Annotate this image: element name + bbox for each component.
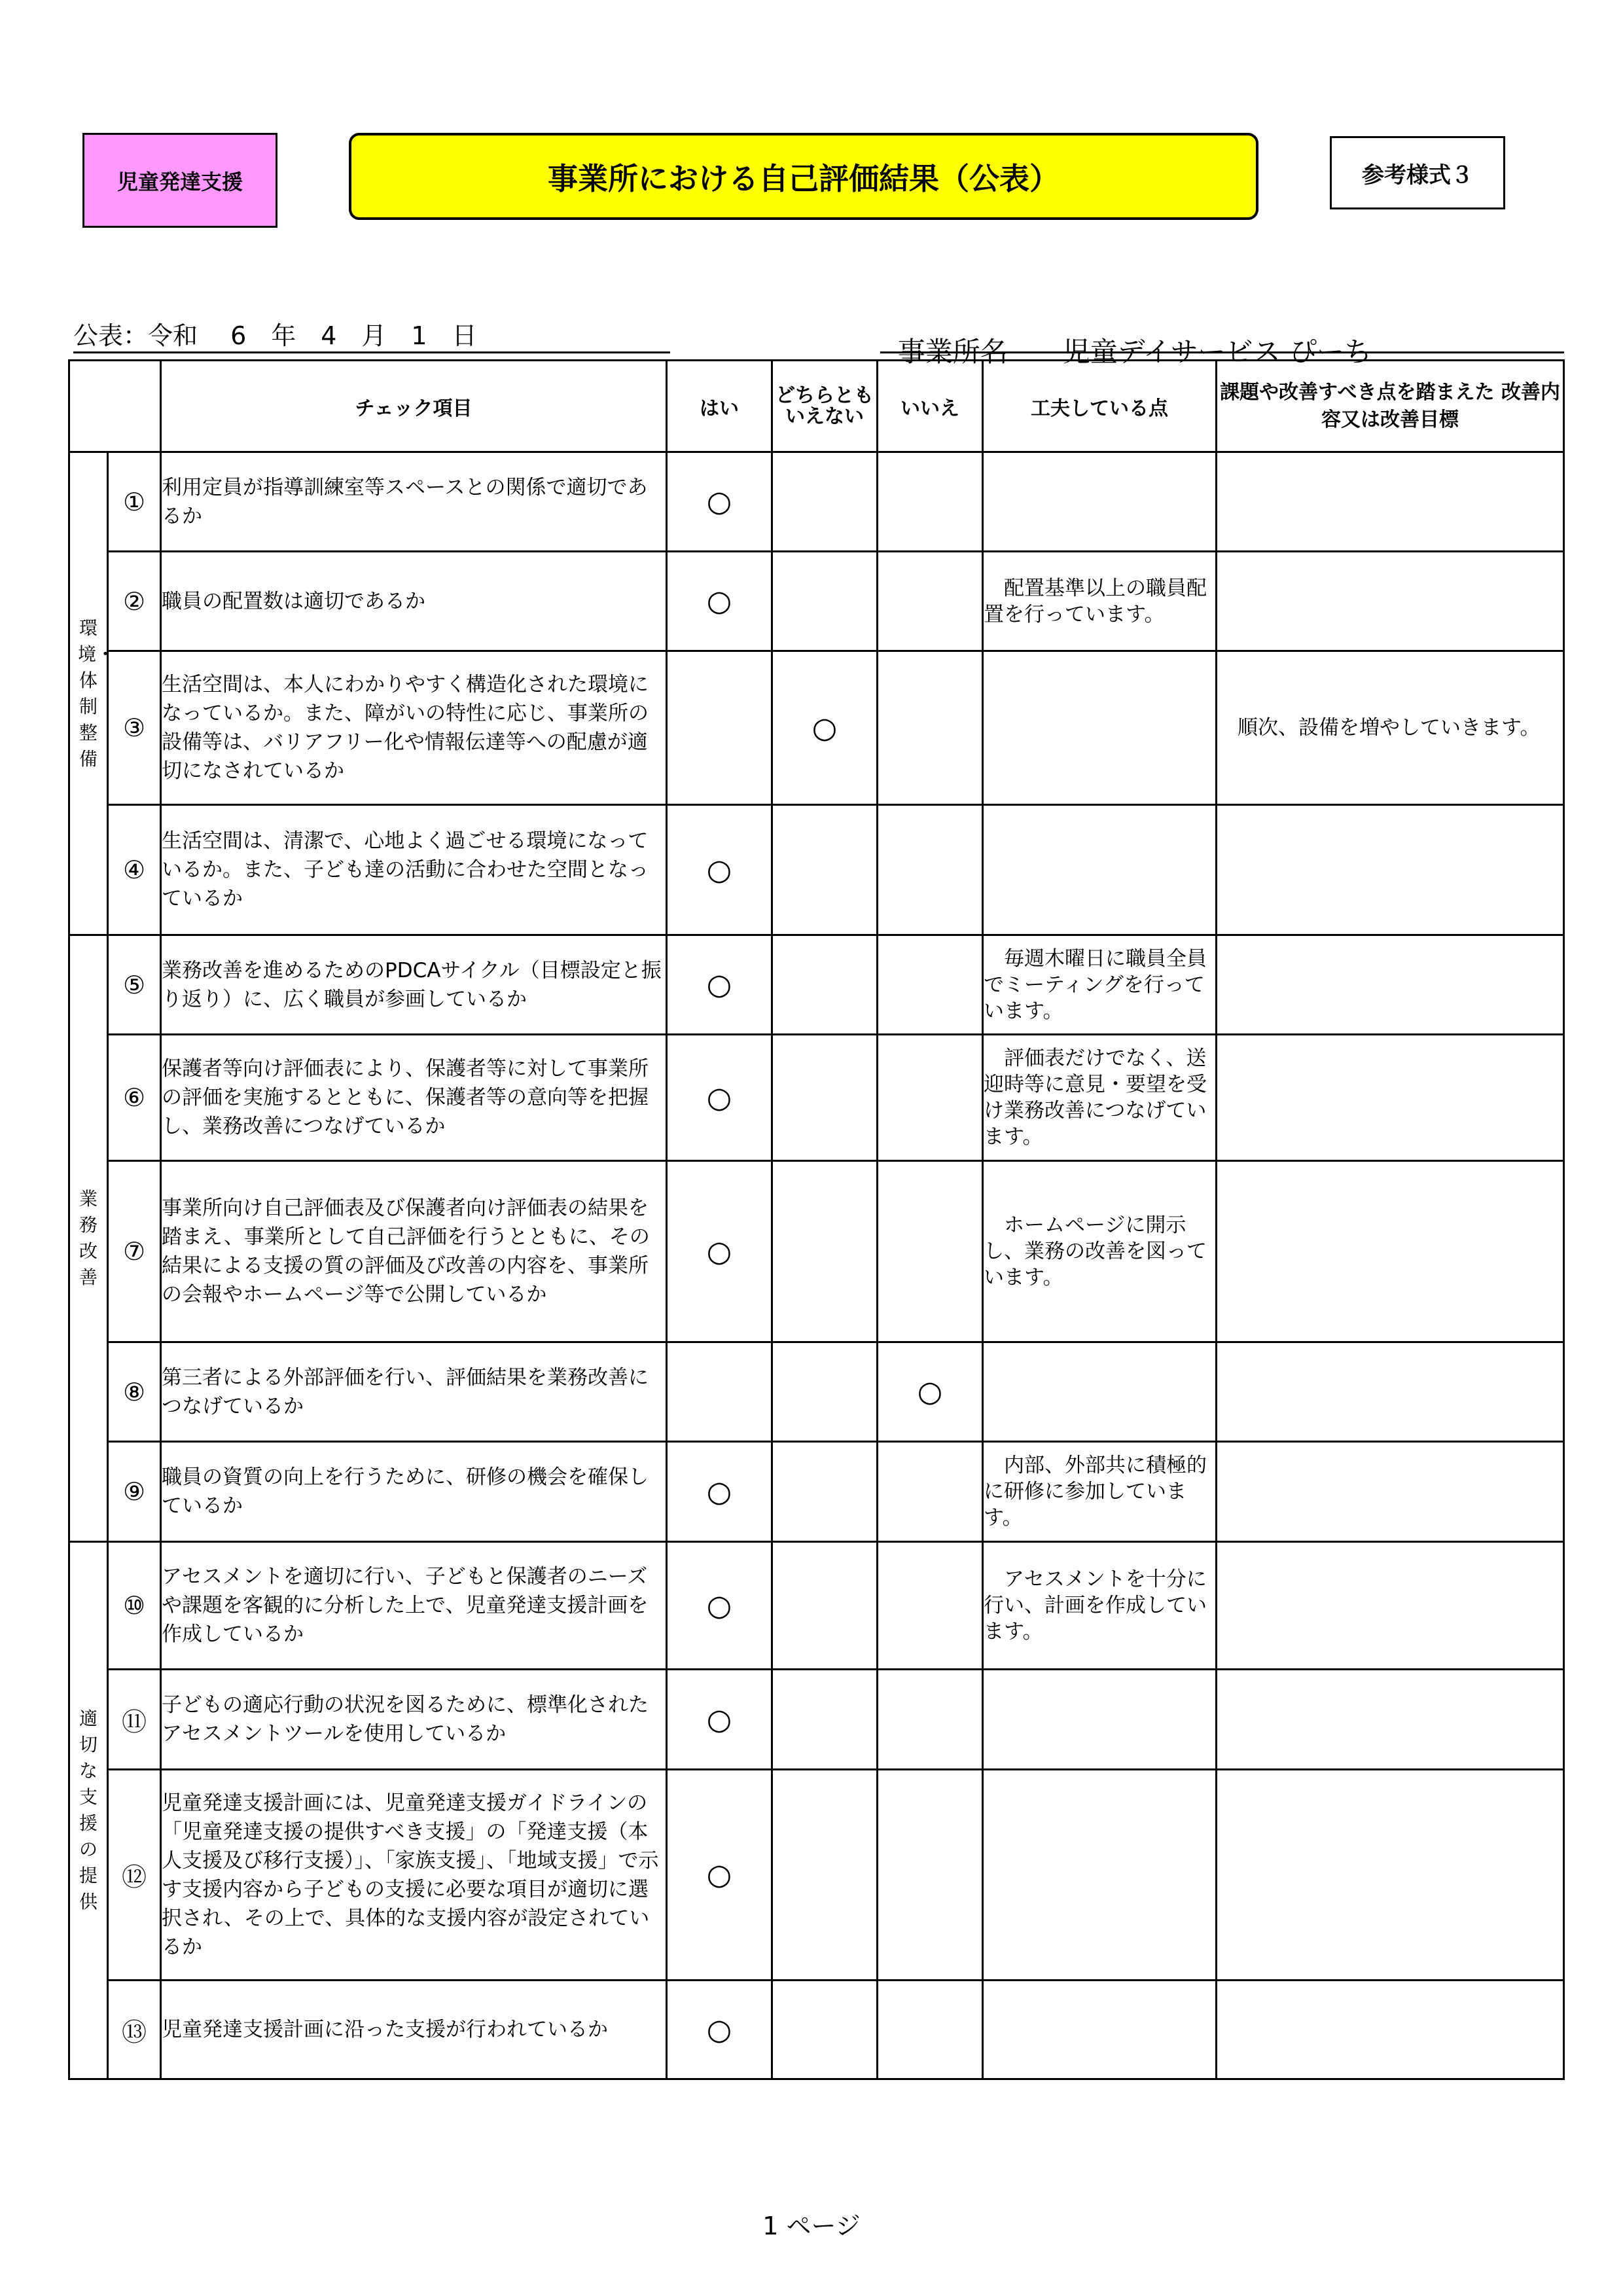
check-item: 児童発達支援計画には、児童発達支援ガイドラインの「児童発達支援の提供すべき支援」の「発達支援（本人支援及び移行支援）」、「家族支援」、「地域支援」で示す支援内容から子どもの支援に必要な項目が適切に選択され、その上で、具体的な支援内容が設定されているか — [161, 1770, 667, 1981]
answer-neither: ○ — [772, 651, 878, 805]
answer-yes: ○ — [667, 452, 772, 552]
answer-no — [878, 935, 983, 1035]
row-number: ④ — [108, 805, 161, 935]
table-row — [69, 1981, 1564, 2079]
form-reference: 参考様式３ — [1330, 136, 1505, 209]
header-blank — [69, 361, 161, 452]
answer-neither — [772, 1542, 878, 1670]
improvements-cell — [1217, 805, 1564, 935]
answer-yes — [667, 1342, 772, 1442]
answer-yes: ○ — [667, 1981, 772, 2079]
efforts-cell — [983, 805, 1217, 935]
efforts-cell — [983, 1670, 1217, 1770]
table-row — [69, 805, 1564, 935]
answer-neither — [772, 1770, 878, 1981]
answer-yes: ○ — [667, 805, 772, 935]
answer-no — [878, 805, 983, 935]
row-number: ⑥ — [108, 1035, 161, 1161]
efforts-cell: アセスメントを十分に行い、計画を作成しています。 — [983, 1542, 1217, 1670]
page-title: 事業所における自己評価結果（公表） — [349, 133, 1258, 220]
office-label: 事業所名 — [897, 336, 1008, 368]
check-item: 児童発達支援計画に沿った支援が行われているか — [161, 1981, 667, 2079]
answer-neither — [772, 1342, 878, 1442]
category-environment — [69, 452, 115, 935]
answer-yes: ○ — [667, 1542, 772, 1670]
efforts-cell: 評価表だけでなく、送迎時等に意見・要望を受け業務改善につなげています。 — [983, 1035, 1217, 1161]
answer-no — [878, 1981, 983, 2079]
row-number: ⑫ — [108, 1770, 161, 1981]
check-item: アセスメントを適切に行い、子どもと保護者のニーズや課題を客観的に分析した上で、児童発達支援計画を作成しているか — [161, 1542, 667, 1670]
answer-yes: ○ — [667, 935, 772, 1035]
check-item: 利用定員が指導訓練室等スペースとの関係で適切であるか — [161, 452, 667, 552]
efforts-cell — [983, 1342, 1217, 1442]
answer-yes: ○ — [667, 552, 772, 651]
answer-no — [878, 1161, 983, 1342]
category-operations — [69, 935, 108, 1542]
office-name: 児童デイサービス ぴーち — [1062, 336, 1372, 368]
self-evaluation-table — [68, 359, 1565, 2080]
answer-neither — [772, 805, 878, 935]
row-number: ② — [108, 552, 161, 651]
row-number: ⑧ — [108, 1342, 161, 1442]
answer-yes: ○ — [667, 1161, 772, 1342]
row-number: ③ — [108, 651, 161, 805]
office-name-line — [880, 293, 1564, 368]
answer-neither — [772, 935, 878, 1035]
efforts-cell: 内部、外部共に積極的に研修に参加しています。 — [983, 1442, 1217, 1542]
efforts-cell — [983, 651, 1217, 805]
answer-yes: ○ — [667, 1770, 772, 1981]
category-label: 適切な支援の提供 — [79, 1708, 98, 1912]
improvements-cell — [1217, 1342, 1564, 1442]
header-efforts: 工夫している点 — [983, 361, 1217, 452]
table-row — [69, 452, 1564, 552]
efforts-cell: ホームページに開示し、業務の改善を図っています。 — [983, 1161, 1217, 1342]
answer-yes: ○ — [667, 1442, 772, 1542]
header-row — [69, 361, 1564, 452]
row-number: ⑤ — [108, 935, 161, 1035]
answer-neither — [772, 552, 878, 651]
table-row — [69, 651, 1564, 805]
publication-date: 公表：令和 6 年 4 月 1 日 — [73, 321, 670, 353]
check-item: 子どもの適応行動の状況を図るために、標準化されたアセスメントツールを使用しているか — [161, 1670, 667, 1770]
improvements-cell — [1217, 1770, 1564, 1981]
table-row — [69, 1161, 1564, 1342]
improvements-cell — [1217, 552, 1564, 651]
improvements-cell — [1217, 1161, 1564, 1342]
header-no: いいえ — [878, 361, 983, 452]
efforts-cell — [983, 1770, 1217, 1981]
efforts-cell — [983, 452, 1217, 552]
check-item: 第三者による外部評価を行い、評価結果を業務改善につなげているか — [161, 1342, 667, 1442]
answer-yes: ○ — [667, 1035, 772, 1161]
row-number: ⑬ — [108, 1981, 161, 2079]
improvements-cell — [1217, 1442, 1564, 1542]
answer-no — [878, 1770, 983, 1981]
row-number: ⑨ — [108, 1442, 161, 1542]
row-number: ⑦ — [108, 1161, 161, 1342]
table-row — [69, 1670, 1564, 1770]
check-item: 生活空間は、清潔で、心地よく過ごせる環境になっているか。また、子ども達の活動に合わせた空間となっているか — [161, 805, 667, 935]
improvements-cell — [1217, 1542, 1564, 1670]
check-item: 職員の資質の向上を行うために、研修の機会を確保しているか — [161, 1442, 667, 1542]
answer-yes — [667, 651, 772, 805]
table-row — [69, 1542, 1564, 1670]
program-type-badge: 児童発達支援 — [82, 133, 277, 228]
improvements-cell — [1217, 935, 1564, 1035]
answer-neither — [772, 1981, 878, 2079]
table-row — [69, 1035, 1564, 1161]
category-label: 業務改善 — [79, 1188, 98, 1288]
answer-no — [878, 1442, 983, 1542]
answer-no: ○ — [878, 1342, 983, 1442]
answer-no — [878, 452, 983, 552]
table-row — [69, 1442, 1564, 1542]
answer-no — [878, 1670, 983, 1770]
row-number: ① — [108, 452, 161, 552]
answer-neither — [772, 452, 878, 552]
page-number: 1 ページ — [762, 2212, 861, 2240]
check-item: 職員の配置数は適切であるか — [161, 552, 667, 651]
table-row — [69, 1770, 1564, 1981]
improvements-cell — [1217, 1670, 1564, 1770]
improvements-cell — [1217, 452, 1564, 552]
improvements-cell: 順次、設備を増やしていきます。 — [1217, 651, 1564, 805]
improvements-cell — [1217, 1035, 1564, 1161]
header-neither: どちらとも いえない — [772, 361, 878, 452]
improvements-cell — [1217, 1981, 1564, 2079]
category-label: 環境・体制整備 — [78, 617, 115, 770]
answer-no — [878, 1035, 983, 1161]
row-number: ⑩ — [108, 1542, 161, 1670]
check-item: 生活空間は、本人にわかりやすく構造化された環境になっているか。また、障がいの特性に応じ、事業所の設備等は、バリアフリー化や情報伝達等への配慮が適切になされているか — [161, 651, 667, 805]
answer-neither — [772, 1442, 878, 1542]
answer-neither — [772, 1035, 878, 1161]
answer-no — [878, 1542, 983, 1670]
header-yes: はい — [667, 361, 772, 452]
check-item: 保護者等向け評価表により、保護者等に対して事業所の評価を実施するとともに、保護者等の意向等を把握し、業務改善につなげているか — [161, 1035, 667, 1161]
efforts-cell: 配置基準以上の職員配置を行っています。 — [983, 552, 1217, 651]
table-row — [69, 935, 1564, 1035]
check-item: 事業所向け自己評価表及び保護者向け評価表の結果を踏まえ、事業所として自己評価を行うとともに、その結果による支援の質の評価及び改善の内容を、事業所の会報やホームページ等で公開しているか — [161, 1161, 667, 1342]
answer-yes: ○ — [667, 1670, 772, 1770]
answer-neither — [772, 1670, 878, 1770]
header-improvements: 課題や改善すべき点を踏まえた 改善内容又は改善目標 — [1217, 361, 1564, 452]
efforts-cell: 毎週木曜日に職員全員でミーティングを行っています。 — [983, 935, 1217, 1035]
row-number: ⑪ — [108, 1670, 161, 1770]
answer-no — [878, 651, 983, 805]
header-check-item: チェック項目 — [161, 361, 667, 452]
table-row — [69, 1342, 1564, 1442]
table-row — [69, 552, 1564, 651]
answer-neither — [772, 1161, 878, 1342]
check-item: 業務改善を進めるためのPDCAサイクル（目標設定と振り返り）に、広く職員が参画しているか — [161, 935, 667, 1035]
category-support — [69, 1542, 108, 2079]
efforts-cell — [983, 1981, 1217, 2079]
answer-no — [878, 552, 983, 651]
